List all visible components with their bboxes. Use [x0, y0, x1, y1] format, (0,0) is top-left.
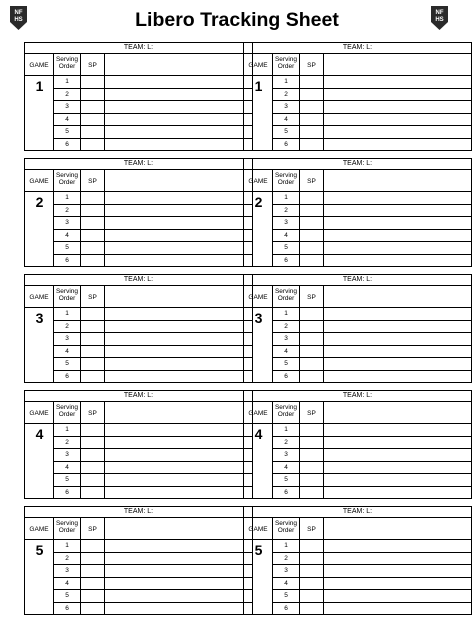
sp-cell[interactable]	[81, 333, 104, 344]
tracking-cell[interactable]	[324, 333, 471, 344]
libero-table	[24, 274, 253, 383]
sp-cell[interactable]	[300, 449, 323, 460]
game-number: 1	[35, 78, 44, 94]
serving-order-number: 5	[65, 476, 69, 483]
svg-text:HS: HS	[435, 17, 444, 23]
serving-order-number: 5	[65, 128, 69, 135]
serving-order-number: 1	[65, 78, 69, 85]
sp-cell[interactable]	[300, 205, 323, 216]
serving-order-number: 1	[284, 310, 288, 317]
game-header: GAME	[248, 410, 268, 417]
game-number: 1	[254, 78, 263, 94]
team-label[interactable]: TEAM: L:	[244, 159, 471, 170]
serving-order-number: 4	[284, 115, 288, 123]
team-label[interactable]: TEAM: L:	[244, 507, 471, 518]
game-header: GAME	[248, 526, 268, 533]
tracking-cell[interactable]	[105, 89, 252, 100]
game-number: 4	[35, 426, 44, 442]
sp-cell[interactable]	[81, 553, 104, 564]
sp-cell[interactable]	[300, 126, 323, 137]
sp-cell[interactable]	[300, 255, 323, 266]
tracking-cell[interactable]	[324, 462, 471, 473]
sp-cell[interactable]	[81, 114, 104, 125]
serving-order-number: 3	[284, 103, 288, 110]
tracking-cell[interactable]	[324, 205, 471, 216]
tracking-cell[interactable]	[105, 192, 252, 203]
serving-order-header: Serving Order	[274, 172, 298, 186]
sp-cell[interactable]	[81, 255, 104, 266]
sp-header: SP	[307, 526, 316, 533]
sp-cell[interactable]	[300, 217, 323, 228]
serving-order-number: 2	[284, 554, 288, 562]
tracking-cell[interactable]	[324, 346, 471, 357]
serving-order-number: 5	[284, 360, 288, 367]
serving-order-number: 4	[65, 579, 69, 587]
sp-cell[interactable]	[300, 89, 323, 100]
tracking-cell[interactable]	[324, 487, 471, 498]
tracking-cell[interactable]	[324, 578, 471, 589]
sp-cell[interactable]	[300, 333, 323, 344]
sp-cell[interactable]	[300, 139, 323, 150]
serving-order-header: Serving Order	[274, 520, 298, 534]
tracking-cell[interactable]	[324, 139, 471, 150]
game-header: GAME	[29, 62, 49, 69]
sp-cell[interactable]	[81, 462, 104, 473]
game-header: GAME	[29, 294, 49, 301]
team-label[interactable]: TEAM: L:	[244, 391, 471, 402]
sp-cell[interactable]	[300, 565, 323, 576]
sp-header: SP	[88, 62, 97, 69]
tracking-cell[interactable]	[324, 114, 471, 125]
serving-order-number: 6	[284, 140, 288, 148]
sp-cell[interactable]	[81, 126, 104, 137]
sp-cell[interactable]	[81, 308, 104, 319]
tracking-cell[interactable]	[105, 76, 252, 87]
tracking-cell[interactable]	[105, 603, 252, 614]
tracking-cell[interactable]	[324, 565, 471, 576]
game-number: 2	[35, 194, 44, 210]
serving-order-number: 4	[65, 115, 69, 123]
game-header: GAME	[248, 178, 268, 185]
tracking-cell[interactable]	[324, 449, 471, 460]
sp-cell[interactable]	[300, 346, 323, 357]
serving-order-number: 1	[284, 194, 288, 201]
sp-cell[interactable]	[300, 462, 323, 473]
serving-order-number: 3	[65, 451, 69, 458]
svg-text:HS: HS	[14, 17, 23, 23]
libero-table	[243, 42, 472, 151]
serving-order-number: 6	[284, 604, 288, 612]
tracking-cell[interactable]	[324, 308, 471, 319]
tracking-cell[interactable]	[324, 358, 471, 369]
sp-cell[interactable]	[81, 217, 104, 228]
tracking-cell[interactable]	[324, 540, 471, 551]
serving-order-header: Serving Order	[55, 172, 79, 186]
serving-order-number: 4	[65, 231, 69, 239]
sp-cell[interactable]	[300, 192, 323, 203]
libero-table	[243, 390, 472, 499]
sp-cell[interactable]	[81, 89, 104, 100]
serving-order-number: 4	[284, 579, 288, 587]
serving-order-number: 5	[284, 592, 288, 599]
serving-order-number: 2	[284, 206, 288, 214]
sp-cell[interactable]	[81, 540, 104, 551]
serving-order-number: 2	[284, 322, 288, 330]
serving-order-number: 2	[284, 438, 288, 446]
serving-order-number: 6	[284, 372, 288, 380]
serving-order-number: 5	[65, 592, 69, 599]
sp-cell[interactable]	[300, 76, 323, 87]
sp-cell[interactable]	[81, 242, 104, 253]
page-title: Libero Tracking Sheet	[135, 9, 339, 31]
serving-order-number: 1	[284, 78, 288, 85]
serving-order-number: 5	[65, 360, 69, 367]
tracking-cell[interactable]	[105, 474, 252, 485]
game-number: 2	[254, 194, 263, 210]
serving-order-header: Serving Order	[274, 288, 298, 302]
serving-order-header: Serving Order	[55, 520, 79, 534]
tracking-cell[interactable]	[105, 308, 252, 319]
serving-order-number: 3	[65, 103, 69, 110]
team-label[interactable]: TEAM: L:	[25, 391, 252, 402]
libero-table	[24, 42, 253, 151]
sp-cell[interactable]	[300, 101, 323, 112]
tracking-cell[interactable]	[324, 437, 471, 448]
tracking-cell[interactable]	[105, 590, 252, 601]
sp-header: SP	[307, 410, 316, 417]
sp-cell[interactable]	[300, 424, 323, 435]
serving-order-header: Serving Order	[55, 288, 79, 302]
libero-table	[243, 506, 472, 615]
tracking-cell[interactable]	[324, 192, 471, 203]
sp-header: SP	[88, 294, 97, 301]
libero-table	[24, 506, 253, 615]
serving-order-header: Serving Order	[55, 56, 79, 70]
sp-cell[interactable]	[81, 192, 104, 203]
serving-order-number: 3	[284, 567, 288, 574]
svg-text:NF: NF	[435, 10, 444, 16]
libero-table	[24, 390, 253, 499]
sp-cell[interactable]	[300, 540, 323, 551]
sp-cell[interactable]	[81, 424, 104, 435]
sp-cell[interactable]	[81, 590, 104, 601]
sp-cell[interactable]	[81, 487, 104, 498]
serving-order-number: 6	[284, 488, 288, 496]
sp-cell[interactable]	[300, 358, 323, 369]
sp-cell[interactable]	[81, 578, 104, 589]
game-header: GAME	[29, 410, 49, 417]
tracking-cell[interactable]	[324, 217, 471, 228]
sp-cell[interactable]	[81, 371, 104, 382]
tracking-cell[interactable]	[324, 474, 471, 485]
sp-cell[interactable]	[300, 114, 323, 125]
sp-cell[interactable]	[300, 242, 323, 253]
tracking-cell[interactable]	[324, 590, 471, 601]
tracking-cell[interactable]	[105, 101, 252, 112]
tracking-cell[interactable]	[324, 553, 471, 564]
sp-cell[interactable]	[81, 101, 104, 112]
serving-order-number: 3	[284, 219, 288, 226]
serving-order-number: 1	[65, 310, 69, 317]
tracking-cell[interactable]	[324, 603, 471, 614]
tracking-cell[interactable]	[324, 242, 471, 253]
game-header: GAME	[29, 526, 49, 533]
sp-cell[interactable]	[300, 578, 323, 589]
tracking-cell[interactable]	[105, 578, 252, 589]
serving-order-header: Serving Order	[55, 404, 79, 418]
tracking-cell[interactable]	[324, 76, 471, 87]
serving-order-number: 5	[284, 244, 288, 251]
game-header: GAME	[29, 178, 49, 185]
tracking-cell[interactable]	[324, 424, 471, 435]
tracking-cell[interactable]	[105, 540, 252, 551]
sp-cell[interactable]	[300, 553, 323, 564]
serving-order-number: 6	[65, 140, 69, 148]
sp-cell[interactable]	[81, 449, 104, 460]
game-header: GAME	[248, 62, 268, 69]
tracking-cell[interactable]	[105, 139, 252, 150]
tracking-cell[interactable]	[105, 346, 252, 357]
sp-cell[interactable]	[81, 230, 104, 241]
serving-order-number: 4	[284, 231, 288, 239]
sp-header: SP	[88, 410, 97, 417]
game-number: 5	[254, 542, 263, 558]
sp-cell[interactable]	[81, 474, 104, 485]
tracking-cell[interactable]	[105, 565, 252, 576]
game-number: 4	[254, 426, 263, 442]
sp-cell[interactable]	[81, 358, 104, 369]
serving-order-number: 1	[284, 426, 288, 433]
serving-order-number: 4	[65, 347, 69, 355]
team-label[interactable]: TEAM: L:	[244, 275, 471, 286]
serving-order-number: 3	[65, 219, 69, 226]
serving-order-number: 2	[65, 554, 69, 562]
serving-order-number: 4	[284, 463, 288, 471]
serving-order-number: 1	[284, 542, 288, 549]
game-number: 3	[254, 310, 263, 326]
tracking-cell[interactable]	[105, 333, 252, 344]
sp-cell[interactable]	[300, 321, 323, 332]
sp-cell[interactable]	[81, 437, 104, 448]
serving-order-number: 6	[65, 256, 69, 264]
serving-order-number: 2	[65, 438, 69, 446]
tracking-cell[interactable]	[324, 89, 471, 100]
serving-order-number: 2	[65, 90, 69, 98]
sp-header: SP	[88, 526, 97, 533]
serving-order-number: 5	[284, 476, 288, 483]
tracking-cell[interactable]	[105, 126, 252, 137]
tracking-cell[interactable]	[324, 255, 471, 266]
svg-text:NF: NF	[14, 10, 23, 16]
team-label[interactable]: TEAM: L:	[25, 507, 252, 518]
tracking-cell[interactable]	[105, 205, 252, 216]
sp-cell[interactable]	[81, 76, 104, 87]
tracking-cell[interactable]	[105, 462, 252, 473]
libero-table	[24, 158, 253, 267]
tracking-cell[interactable]	[105, 358, 252, 369]
tracking-cell[interactable]	[105, 242, 252, 253]
libero-table	[243, 158, 472, 267]
tracking-cell[interactable]	[324, 371, 471, 382]
sp-cell[interactable]	[300, 487, 323, 498]
team-label[interactable]: TEAM: L:	[25, 43, 252, 54]
sp-header: SP	[307, 62, 316, 69]
tracking-cell[interactable]	[105, 217, 252, 228]
sp-cell[interactable]	[300, 230, 323, 241]
game-number: 3	[35, 310, 44, 326]
serving-order-number: 5	[65, 244, 69, 251]
sp-cell[interactable]	[81, 139, 104, 150]
tracking-cell[interactable]	[105, 255, 252, 266]
sp-cell[interactable]	[81, 565, 104, 576]
serving-order-number: 2	[65, 322, 69, 330]
serving-order-number: 4	[284, 347, 288, 355]
game-header: GAME	[248, 294, 268, 301]
team-label[interactable]: TEAM: L:	[244, 43, 471, 54]
tracking-cell[interactable]	[105, 371, 252, 382]
sp-cell[interactable]	[81, 321, 104, 332]
tracking-cell[interactable]	[324, 126, 471, 137]
sp-cell[interactable]	[300, 590, 323, 601]
serving-order-number: 6	[65, 372, 69, 380]
serving-order-number: 3	[284, 451, 288, 458]
serving-order-header: Serving Order	[274, 404, 298, 418]
game-number: 5	[35, 542, 44, 558]
team-label[interactable]: TEAM: L:	[25, 159, 252, 170]
sp-header: SP	[307, 294, 316, 301]
sp-cell[interactable]	[300, 308, 323, 319]
team-label[interactable]: TEAM: L:	[25, 275, 252, 286]
tracking-cell[interactable]	[105, 487, 252, 498]
serving-order-number: 5	[284, 128, 288, 135]
sp-header: SP	[307, 178, 316, 185]
serving-order-number: 6	[284, 256, 288, 264]
tracking-cell[interactable]	[105, 437, 252, 448]
serving-order-number: 2	[65, 206, 69, 214]
sp-cell[interactable]	[81, 205, 104, 216]
sp-cell[interactable]	[300, 437, 323, 448]
tracking-cell[interactable]	[105, 553, 252, 564]
serving-order-number: 1	[65, 194, 69, 201]
tracking-cell[interactable]	[105, 321, 252, 332]
serving-order-number: 6	[65, 488, 69, 496]
serving-order-number: 3	[284, 335, 288, 342]
serving-order-number: 1	[65, 542, 69, 549]
tracking-cell[interactable]	[324, 321, 471, 332]
serving-order-number: 3	[65, 335, 69, 342]
tracking-cell[interactable]	[324, 230, 471, 241]
serving-order-number: 6	[65, 604, 69, 612]
sp-cell[interactable]	[300, 603, 323, 614]
tracking-cell[interactable]	[324, 101, 471, 112]
sp-cell[interactable]	[81, 346, 104, 357]
tracking-cell[interactable]	[105, 230, 252, 241]
serving-order-number: 4	[65, 463, 69, 471]
tracking-cell[interactable]	[105, 114, 252, 125]
sp-cell[interactable]	[81, 603, 104, 614]
tracking-cell[interactable]	[105, 449, 252, 460]
tracking-cell[interactable]	[105, 424, 252, 435]
serving-order-header: Serving Order	[274, 56, 298, 70]
serving-order-number: 1	[65, 426, 69, 433]
libero-table	[243, 274, 472, 383]
serving-order-number: 2	[284, 90, 288, 98]
serving-order-number: 3	[65, 567, 69, 574]
sp-cell[interactable]	[300, 371, 323, 382]
sp-header: SP	[88, 178, 97, 185]
sp-cell[interactable]	[300, 474, 323, 485]
